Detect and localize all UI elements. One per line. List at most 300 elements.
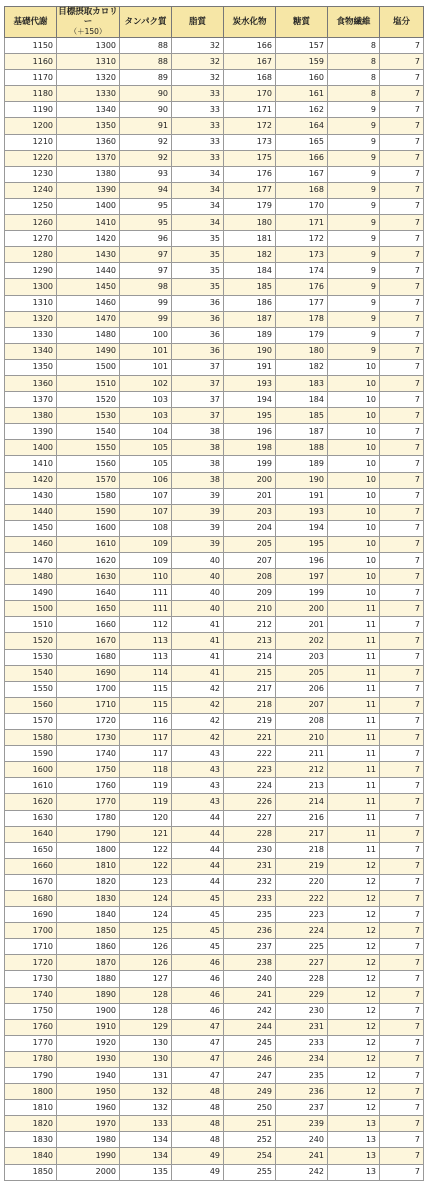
cell-protein: 88 bbox=[120, 54, 172, 70]
cell-sugar: 180 bbox=[276, 343, 328, 359]
cell-sugar: 166 bbox=[276, 150, 328, 166]
table-row bbox=[5, 520, 424, 536]
cell-carbohydrate: 250 bbox=[224, 1100, 276, 1116]
cell-dietary-fiber: 9 bbox=[328, 134, 380, 150]
cell-protein: 107 bbox=[120, 488, 172, 504]
cell-target-calories: 1780 bbox=[57, 810, 120, 826]
cell-sugar: 217 bbox=[276, 826, 328, 842]
cell-basal-metabolism: 1150 bbox=[5, 38, 57, 54]
cell-target-calories: 1840 bbox=[57, 907, 120, 923]
cell-sugar: 178 bbox=[276, 311, 328, 327]
cell-protein: 122 bbox=[120, 842, 172, 858]
cell-carbohydrate: 252 bbox=[224, 1132, 276, 1148]
cell-protein: 97 bbox=[120, 263, 172, 279]
cell-carbohydrate: 196 bbox=[224, 424, 276, 440]
cell-carbohydrate: 237 bbox=[224, 939, 276, 955]
cell-protein: 111 bbox=[120, 601, 172, 617]
cell-target-calories: 1520 bbox=[57, 392, 120, 408]
cell-carbohydrate: 175 bbox=[224, 150, 276, 166]
cell-carbohydrate: 214 bbox=[224, 649, 276, 665]
table-row bbox=[5, 198, 424, 214]
table-row bbox=[5, 874, 424, 890]
cell-protein: 111 bbox=[120, 585, 172, 601]
cell-basal-metabolism: 1350 bbox=[5, 359, 57, 375]
cell-protein: 125 bbox=[120, 923, 172, 939]
cell-fat: 42 bbox=[172, 681, 224, 697]
cell-dietary-fiber: 13 bbox=[328, 1132, 380, 1148]
cell-basal-metabolism: 1280 bbox=[5, 247, 57, 263]
cell-target-calories: 1610 bbox=[57, 536, 120, 552]
cell-basal-metabolism: 1430 bbox=[5, 488, 57, 504]
cell-salt: 7 bbox=[380, 1148, 424, 1164]
cell-fat: 33 bbox=[172, 118, 224, 134]
cell-fat: 36 bbox=[172, 295, 224, 311]
cell-sugar: 210 bbox=[276, 730, 328, 746]
cell-dietary-fiber: 12 bbox=[328, 939, 380, 955]
cell-salt: 7 bbox=[380, 826, 424, 842]
cell-dietary-fiber: 10 bbox=[328, 359, 380, 375]
cell-sugar: 220 bbox=[276, 874, 328, 890]
cell-salt: 7 bbox=[380, 810, 424, 826]
cell-salt: 7 bbox=[380, 842, 424, 858]
cell-carbohydrate: 254 bbox=[224, 1148, 276, 1164]
cell-dietary-fiber: 11 bbox=[328, 778, 380, 794]
cell-basal-metabolism: 1260 bbox=[5, 215, 57, 231]
cell-target-calories: 1430 bbox=[57, 247, 120, 263]
table-row bbox=[5, 375, 424, 391]
table-row bbox=[5, 488, 424, 504]
cell-target-calories: 1320 bbox=[57, 70, 120, 86]
cell-sugar: 189 bbox=[276, 456, 328, 472]
cell-target-calories: 1860 bbox=[57, 939, 120, 955]
cell-sugar: 174 bbox=[276, 263, 328, 279]
cell-sugar: 241 bbox=[276, 1148, 328, 1164]
cell-sugar: 207 bbox=[276, 697, 328, 713]
cell-carbohydrate: 207 bbox=[224, 553, 276, 569]
cell-salt: 7 bbox=[380, 408, 424, 424]
cell-carbohydrate: 245 bbox=[224, 1035, 276, 1051]
cell-basal-metabolism: 1180 bbox=[5, 86, 57, 102]
table-row bbox=[5, 70, 424, 86]
cell-dietary-fiber: 11 bbox=[328, 665, 380, 681]
cell-carbohydrate: 242 bbox=[224, 1003, 276, 1019]
table-row bbox=[5, 311, 424, 327]
cell-salt: 7 bbox=[380, 150, 424, 166]
cell-carbohydrate: 180 bbox=[224, 215, 276, 231]
cell-carbohydrate: 223 bbox=[224, 762, 276, 778]
table-row bbox=[5, 1132, 424, 1148]
cell-fat: 43 bbox=[172, 746, 224, 762]
cell-basal-metabolism: 1400 bbox=[5, 440, 57, 456]
cell-salt: 7 bbox=[380, 1019, 424, 1035]
cell-salt: 7 bbox=[380, 1068, 424, 1084]
cell-dietary-fiber: 12 bbox=[328, 1100, 380, 1116]
cell-carbohydrate: 184 bbox=[224, 263, 276, 279]
cell-fat: 48 bbox=[172, 1132, 224, 1148]
cell-protein: 121 bbox=[120, 826, 172, 842]
cell-fat: 49 bbox=[172, 1164, 224, 1180]
cell-target-calories: 1630 bbox=[57, 569, 120, 585]
cell-carbohydrate: 226 bbox=[224, 794, 276, 810]
cell-fat: 37 bbox=[172, 408, 224, 424]
cell-sugar: 162 bbox=[276, 102, 328, 118]
cell-basal-metabolism: 1730 bbox=[5, 971, 57, 987]
cell-sugar: 228 bbox=[276, 971, 328, 987]
cell-fat: 42 bbox=[172, 697, 224, 713]
cell-sugar: 240 bbox=[276, 1132, 328, 1148]
table-row bbox=[5, 810, 424, 826]
cell-sugar: 230 bbox=[276, 1003, 328, 1019]
cell-fat: 35 bbox=[172, 247, 224, 263]
cell-salt: 7 bbox=[380, 375, 424, 391]
cell-carbohydrate: 246 bbox=[224, 1051, 276, 1067]
table-row bbox=[5, 263, 424, 279]
cell-dietary-fiber: 13 bbox=[328, 1164, 380, 1180]
cell-sugar: 197 bbox=[276, 569, 328, 585]
cell-carbohydrate: 240 bbox=[224, 971, 276, 987]
cell-salt: 7 bbox=[380, 1132, 424, 1148]
cell-target-calories: 1700 bbox=[57, 681, 120, 697]
cell-sugar: 157 bbox=[276, 38, 328, 54]
cell-salt: 7 bbox=[380, 1084, 424, 1100]
cell-protein: 133 bbox=[120, 1116, 172, 1132]
cell-fat: 46 bbox=[172, 971, 224, 987]
table-row bbox=[5, 746, 424, 762]
cell-target-calories: 1440 bbox=[57, 263, 120, 279]
table-row bbox=[5, 295, 424, 311]
cell-salt: 7 bbox=[380, 166, 424, 182]
cell-protein: 126 bbox=[120, 955, 172, 971]
table-row bbox=[5, 601, 424, 617]
cell-protein: 132 bbox=[120, 1084, 172, 1100]
cell-basal-metabolism: 1800 bbox=[5, 1084, 57, 1100]
cell-protein: 94 bbox=[120, 182, 172, 198]
cell-salt: 7 bbox=[380, 118, 424, 134]
cell-dietary-fiber: 9 bbox=[328, 182, 380, 198]
cell-sugar: 233 bbox=[276, 1035, 328, 1051]
cell-basal-metabolism: 1160 bbox=[5, 54, 57, 70]
table-row bbox=[5, 842, 424, 858]
cell-target-calories: 1920 bbox=[57, 1035, 120, 1051]
cell-basal-metabolism: 1200 bbox=[5, 118, 57, 134]
cell-protein: 89 bbox=[120, 70, 172, 86]
table-row bbox=[5, 633, 424, 649]
table-row bbox=[5, 987, 424, 1003]
cell-basal-metabolism: 1650 bbox=[5, 842, 57, 858]
cell-target-calories: 1480 bbox=[57, 327, 120, 343]
cell-salt: 7 bbox=[380, 536, 424, 552]
cell-basal-metabolism: 1420 bbox=[5, 472, 57, 488]
cell-target-calories: 1800 bbox=[57, 842, 120, 858]
cell-basal-metabolism: 1340 bbox=[5, 343, 57, 359]
cell-basal-metabolism: 1850 bbox=[5, 1164, 57, 1180]
cell-fat: 46 bbox=[172, 955, 224, 971]
cell-dietary-fiber: 11 bbox=[328, 730, 380, 746]
cell-protein: 113 bbox=[120, 633, 172, 649]
cell-fat: 47 bbox=[172, 1019, 224, 1035]
cell-sugar: 219 bbox=[276, 858, 328, 874]
cell-carbohydrate: 186 bbox=[224, 295, 276, 311]
cell-target-calories: 1950 bbox=[57, 1084, 120, 1100]
table-row bbox=[5, 1100, 424, 1116]
cell-sugar: 239 bbox=[276, 1116, 328, 1132]
cell-dietary-fiber: 12 bbox=[328, 907, 380, 923]
cell-dietary-fiber: 9 bbox=[328, 231, 380, 247]
header-sugar: 糖質 bbox=[276, 7, 328, 38]
cell-basal-metabolism: 1840 bbox=[5, 1148, 57, 1164]
cell-carbohydrate: 171 bbox=[224, 102, 276, 118]
cell-fat: 33 bbox=[172, 134, 224, 150]
cell-carbohydrate: 215 bbox=[224, 665, 276, 681]
cell-basal-metabolism: 1750 bbox=[5, 1003, 57, 1019]
cell-dietary-fiber: 10 bbox=[328, 375, 380, 391]
cell-fat: 44 bbox=[172, 826, 224, 842]
cell-fat: 38 bbox=[172, 456, 224, 472]
cell-protein: 108 bbox=[120, 520, 172, 536]
cell-basal-metabolism: 1510 bbox=[5, 617, 57, 633]
cell-fat: 45 bbox=[172, 890, 224, 906]
cell-protein: 90 bbox=[120, 102, 172, 118]
cell-fat: 38 bbox=[172, 440, 224, 456]
cell-fat: 36 bbox=[172, 343, 224, 359]
cell-dietary-fiber: 12 bbox=[328, 1003, 380, 1019]
cell-basal-metabolism: 1770 bbox=[5, 1035, 57, 1051]
table-row bbox=[5, 681, 424, 697]
cell-sugar: 206 bbox=[276, 681, 328, 697]
cell-dietary-fiber: 11 bbox=[328, 842, 380, 858]
cell-fat: 48 bbox=[172, 1116, 224, 1132]
cell-protein: 109 bbox=[120, 536, 172, 552]
table-row bbox=[5, 150, 424, 166]
cell-sugar: 235 bbox=[276, 1068, 328, 1084]
cell-protein: 115 bbox=[120, 697, 172, 713]
header-target-calories-label: 目標摂取カロリー bbox=[58, 7, 118, 27]
header-fat: 脂質 bbox=[172, 7, 224, 38]
cell-protein: 128 bbox=[120, 987, 172, 1003]
cell-salt: 7 bbox=[380, 858, 424, 874]
cell-target-calories: 1850 bbox=[57, 923, 120, 939]
cell-basal-metabolism: 1550 bbox=[5, 681, 57, 697]
cell-protein: 130 bbox=[120, 1051, 172, 1067]
table-row bbox=[5, 231, 424, 247]
cell-sugar: 229 bbox=[276, 987, 328, 1003]
cell-salt: 7 bbox=[380, 665, 424, 681]
cell-carbohydrate: 231 bbox=[224, 858, 276, 874]
cell-basal-metabolism: 1760 bbox=[5, 1019, 57, 1035]
cell-dietary-fiber: 9 bbox=[328, 166, 380, 182]
cell-fat: 42 bbox=[172, 730, 224, 746]
cell-sugar: 185 bbox=[276, 408, 328, 424]
cell-dietary-fiber: 10 bbox=[328, 456, 380, 472]
table-row bbox=[5, 890, 424, 906]
cell-fat: 34 bbox=[172, 198, 224, 214]
cell-sugar: 164 bbox=[276, 118, 328, 134]
cell-dietary-fiber: 10 bbox=[328, 472, 380, 488]
cell-dietary-fiber: 8 bbox=[328, 70, 380, 86]
cell-sugar: 161 bbox=[276, 86, 328, 102]
cell-dietary-fiber: 10 bbox=[328, 392, 380, 408]
cell-target-calories: 1730 bbox=[57, 730, 120, 746]
table-row bbox=[5, 939, 424, 955]
table-row bbox=[5, 118, 424, 134]
cell-dietary-fiber: 9 bbox=[328, 343, 380, 359]
cell-carbohydrate: 190 bbox=[224, 343, 276, 359]
cell-salt: 7 bbox=[380, 697, 424, 713]
cell-fat: 39 bbox=[172, 488, 224, 504]
cell-target-calories: 1550 bbox=[57, 440, 120, 456]
cell-target-calories: 1710 bbox=[57, 697, 120, 713]
table-row bbox=[5, 1116, 424, 1132]
cell-salt: 7 bbox=[380, 1051, 424, 1067]
cell-sugar: 187 bbox=[276, 424, 328, 440]
cell-protein: 112 bbox=[120, 617, 172, 633]
cell-salt: 7 bbox=[380, 907, 424, 923]
cell-salt: 7 bbox=[380, 456, 424, 472]
cell-fat: 34 bbox=[172, 215, 224, 231]
cell-salt: 7 bbox=[380, 713, 424, 729]
cell-target-calories: 1880 bbox=[57, 971, 120, 987]
cell-salt: 7 bbox=[380, 681, 424, 697]
cell-fat: 37 bbox=[172, 359, 224, 375]
table-row bbox=[5, 649, 424, 665]
cell-target-calories: 1410 bbox=[57, 215, 120, 231]
cell-dietary-fiber: 8 bbox=[328, 86, 380, 102]
table-row bbox=[5, 215, 424, 231]
cell-basal-metabolism: 1380 bbox=[5, 408, 57, 424]
cell-fat: 44 bbox=[172, 874, 224, 890]
cell-target-calories: 1360 bbox=[57, 134, 120, 150]
cell-salt: 7 bbox=[380, 649, 424, 665]
cell-salt: 7 bbox=[380, 569, 424, 585]
cell-dietary-fiber: 9 bbox=[328, 102, 380, 118]
cell-sugar: 194 bbox=[276, 520, 328, 536]
cell-protein: 117 bbox=[120, 746, 172, 762]
cell-sugar: 173 bbox=[276, 247, 328, 263]
cell-salt: 7 bbox=[380, 1003, 424, 1019]
cell-carbohydrate: 199 bbox=[224, 456, 276, 472]
cell-protein: 100 bbox=[120, 327, 172, 343]
cell-target-calories: 1510 bbox=[57, 375, 120, 391]
table-row bbox=[5, 778, 424, 794]
cell-basal-metabolism: 1600 bbox=[5, 762, 57, 778]
cell-basal-metabolism: 1520 bbox=[5, 633, 57, 649]
cell-target-calories: 1940 bbox=[57, 1068, 120, 1084]
cell-target-calories: 1990 bbox=[57, 1148, 120, 1164]
cell-target-calories: 1500 bbox=[57, 359, 120, 375]
cell-sugar: 223 bbox=[276, 907, 328, 923]
cell-salt: 7 bbox=[380, 215, 424, 231]
cell-target-calories: 1820 bbox=[57, 874, 120, 890]
cell-protein: 120 bbox=[120, 810, 172, 826]
cell-protein: 116 bbox=[120, 713, 172, 729]
cell-basal-metabolism: 1270 bbox=[5, 231, 57, 247]
nutrition-table bbox=[4, 6, 424, 1181]
cell-fat: 36 bbox=[172, 311, 224, 327]
cell-salt: 7 bbox=[380, 343, 424, 359]
table-row bbox=[5, 504, 424, 520]
cell-salt: 7 bbox=[380, 134, 424, 150]
cell-carbohydrate: 200 bbox=[224, 472, 276, 488]
header-target-calories-sub: （＋150） bbox=[69, 27, 107, 36]
cell-fat: 42 bbox=[172, 713, 224, 729]
cell-protein: 92 bbox=[120, 134, 172, 150]
cell-dietary-fiber: 12 bbox=[328, 955, 380, 971]
cell-basal-metabolism: 1220 bbox=[5, 150, 57, 166]
cell-protein: 88 bbox=[120, 38, 172, 54]
cell-sugar: 224 bbox=[276, 923, 328, 939]
cell-protein: 101 bbox=[120, 359, 172, 375]
cell-fat: 43 bbox=[172, 794, 224, 810]
cell-basal-metabolism: 1780 bbox=[5, 1051, 57, 1067]
cell-fat: 40 bbox=[172, 585, 224, 601]
cell-target-calories: 1790 bbox=[57, 826, 120, 842]
cell-target-calories: 1870 bbox=[57, 955, 120, 971]
cell-fat: 44 bbox=[172, 842, 224, 858]
cell-sugar: 188 bbox=[276, 440, 328, 456]
cell-dietary-fiber: 9 bbox=[328, 247, 380, 263]
header-target-calories bbox=[57, 7, 120, 38]
cell-basal-metabolism: 1700 bbox=[5, 923, 57, 939]
cell-salt: 7 bbox=[380, 939, 424, 955]
cell-target-calories: 1590 bbox=[57, 504, 120, 520]
cell-sugar: 234 bbox=[276, 1051, 328, 1067]
cell-target-calories: 1960 bbox=[57, 1100, 120, 1116]
cell-dietary-fiber: 11 bbox=[328, 601, 380, 617]
cell-protein: 129 bbox=[120, 1019, 172, 1035]
cell-sugar: 236 bbox=[276, 1084, 328, 1100]
cell-sugar: 212 bbox=[276, 762, 328, 778]
cell-carbohydrate: 222 bbox=[224, 746, 276, 762]
table-row bbox=[5, 1035, 424, 1051]
cell-dietary-fiber: 12 bbox=[328, 1068, 380, 1084]
cell-sugar: 167 bbox=[276, 166, 328, 182]
cell-dietary-fiber: 11 bbox=[328, 649, 380, 665]
cell-target-calories: 1390 bbox=[57, 182, 120, 198]
cell-basal-metabolism: 1170 bbox=[5, 70, 57, 86]
table-row bbox=[5, 923, 424, 939]
cell-target-calories: 1380 bbox=[57, 166, 120, 182]
cell-protein: 102 bbox=[120, 375, 172, 391]
cell-sugar: 227 bbox=[276, 955, 328, 971]
cell-fat: 46 bbox=[172, 987, 224, 1003]
cell-dietary-fiber: 9 bbox=[328, 118, 380, 134]
cell-target-calories: 1980 bbox=[57, 1132, 120, 1148]
table-row bbox=[5, 54, 424, 70]
cell-fat: 37 bbox=[172, 392, 224, 408]
cell-dietary-fiber: 12 bbox=[328, 987, 380, 1003]
cell-target-calories: 1490 bbox=[57, 343, 120, 359]
header-basal-metabolism: 基礎代謝 bbox=[5, 7, 57, 38]
cell-protein: 132 bbox=[120, 1100, 172, 1116]
cell-carbohydrate: 208 bbox=[224, 569, 276, 585]
cell-dietary-fiber: 12 bbox=[328, 1084, 380, 1100]
cell-dietary-fiber: 11 bbox=[328, 681, 380, 697]
cell-basal-metabolism: 1440 bbox=[5, 504, 57, 520]
table-row bbox=[5, 1019, 424, 1035]
cell-carbohydrate: 195 bbox=[224, 408, 276, 424]
cell-basal-metabolism: 1190 bbox=[5, 102, 57, 118]
table-row bbox=[5, 907, 424, 923]
cell-carbohydrate: 241 bbox=[224, 987, 276, 1003]
cell-target-calories: 1420 bbox=[57, 231, 120, 247]
cell-sugar: 171 bbox=[276, 215, 328, 231]
cell-dietary-fiber: 12 bbox=[328, 890, 380, 906]
cell-sugar: 196 bbox=[276, 553, 328, 569]
cell-salt: 7 bbox=[380, 359, 424, 375]
cell-basal-metabolism: 1470 bbox=[5, 553, 57, 569]
cell-protein: 99 bbox=[120, 311, 172, 327]
table-row bbox=[5, 392, 424, 408]
